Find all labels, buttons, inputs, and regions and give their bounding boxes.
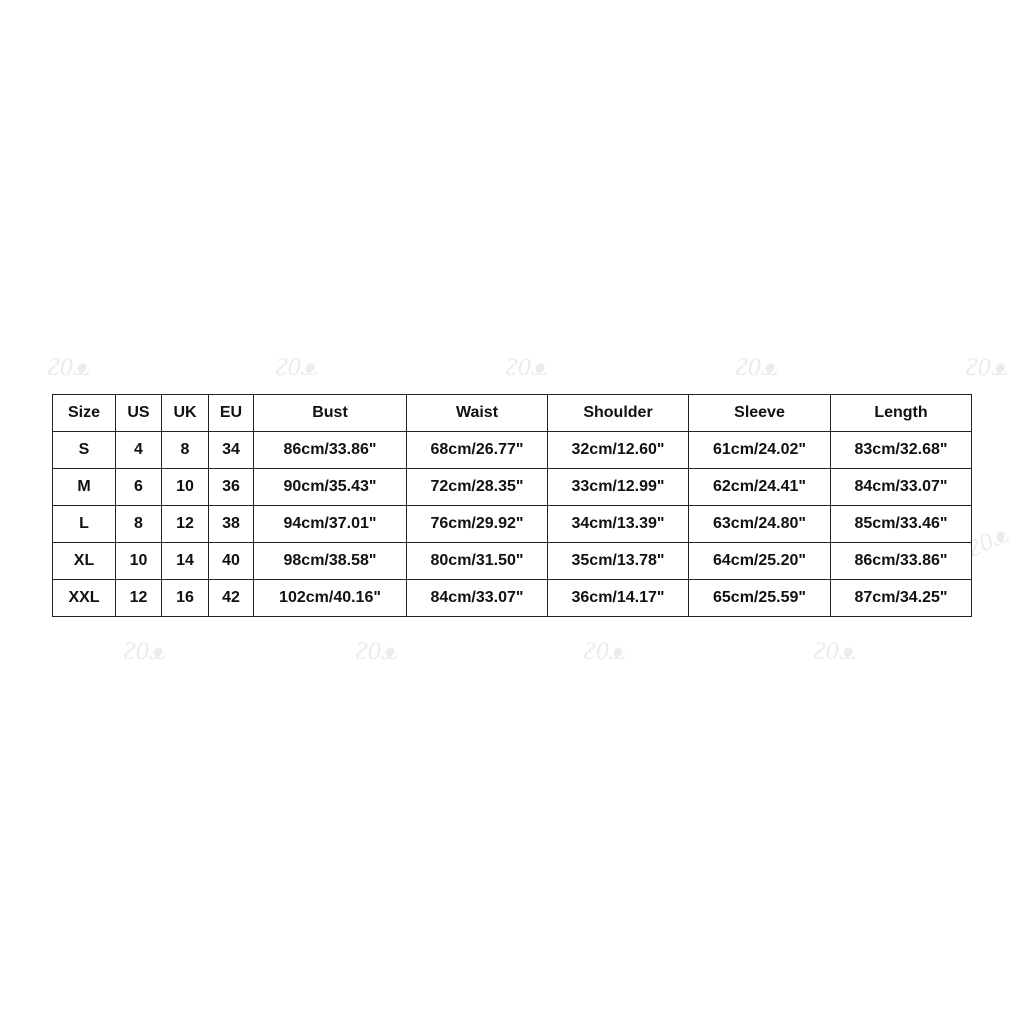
cell-eu: 36: [209, 469, 254, 506]
cell-sleeve: 65cm/25.59": [689, 580, 831, 617]
cell-uk: 14: [162, 543, 209, 580]
cell-size: M: [53, 469, 116, 506]
cell-us: 6: [116, 469, 162, 506]
cell-bust: 94cm/37.01": [254, 506, 407, 543]
cell-length: 84cm/33.07": [831, 469, 972, 506]
cell-eu: 42: [209, 580, 254, 617]
header-length: Length: [831, 395, 972, 432]
watermark: ᴤ0ᴥ: [48, 356, 91, 381]
header-size: Size: [53, 395, 116, 432]
cell-length: 86cm/33.86": [831, 543, 972, 580]
cell-size: L: [53, 506, 116, 543]
header-bust: Bust: [254, 395, 407, 432]
cell-bust: 102cm/40.16": [254, 580, 407, 617]
cell-shoulder: 34cm/13.39": [548, 506, 689, 543]
header-sleeve: Sleeve: [689, 395, 831, 432]
cell-uk: 16: [162, 580, 209, 617]
header-waist: Waist: [407, 395, 548, 432]
cell-eu: 40: [209, 543, 254, 580]
cell-bust: 98cm/38.58": [254, 543, 407, 580]
header-row: [53, 395, 972, 432]
cell-us: 12: [116, 580, 162, 617]
cell-sleeve: 61cm/24.02": [689, 432, 831, 469]
cell-length: 87cm/34.25": [831, 580, 972, 617]
header-us: US: [116, 395, 162, 432]
watermark: ᴤ0ᴥ: [356, 640, 399, 665]
table-row: [53, 580, 972, 617]
cell-bust: 86cm/33.86": [254, 432, 407, 469]
cell-length: 83cm/32.68": [831, 432, 972, 469]
cell-shoulder: 35cm/13.78": [548, 543, 689, 580]
cell-size: XL: [53, 543, 116, 580]
table-row: [53, 506, 972, 543]
cell-size: S: [53, 432, 116, 469]
cell-shoulder: 33cm/12.99": [548, 469, 689, 506]
cell-shoulder: 36cm/14.17": [548, 580, 689, 617]
cell-bust: 90cm/35.43": [254, 469, 407, 506]
cell-uk: 10: [162, 469, 209, 506]
cell-waist: 76cm/29.92": [407, 506, 548, 543]
cell-sleeve: 62cm/24.41": [689, 469, 831, 506]
cell-eu: 34: [209, 432, 254, 469]
cell-shoulder: 32cm/12.60": [548, 432, 689, 469]
cell-waist: 68cm/26.77": [407, 432, 548, 469]
watermark: ᴤ0ᴥ: [506, 356, 549, 381]
watermark: ᴤ0ᴥ: [584, 640, 627, 665]
header-shoulder: Shoulder: [548, 395, 689, 432]
table-row: [53, 432, 972, 469]
cell-sleeve: 63cm/24.80": [689, 506, 831, 543]
watermark: ᴤ0ᴥ: [736, 356, 779, 381]
watermark: ᴤ0ᴥ: [964, 522, 1014, 563]
watermark: ᴤ0ᴥ: [276, 356, 319, 381]
cell-length: 85cm/33.46": [831, 506, 972, 543]
header-uk: UK: [162, 395, 209, 432]
table-row: [53, 543, 972, 580]
watermark: ᴤ0ᴥ: [814, 640, 857, 665]
cell-waist: 84cm/33.07": [407, 580, 548, 617]
cell-us: 4: [116, 432, 162, 469]
cell-uk: 8: [162, 432, 209, 469]
header-eu: EU: [209, 395, 254, 432]
cell-sleeve: 64cm/25.20": [689, 543, 831, 580]
cell-size: XXL: [53, 580, 116, 617]
cell-uk: 12: [162, 506, 209, 543]
watermark: ᴤ0ᴥ: [124, 640, 167, 665]
cell-waist: 80cm/31.50": [407, 543, 548, 580]
cell-waist: 72cm/28.35": [407, 469, 548, 506]
watermark: ᴤ0ᴥ: [966, 356, 1009, 381]
cell-us: 8: [116, 506, 162, 543]
size-chart-table: [52, 394, 972, 617]
cell-us: 10: [116, 543, 162, 580]
table-row: [53, 469, 972, 506]
cell-eu: 38: [209, 506, 254, 543]
